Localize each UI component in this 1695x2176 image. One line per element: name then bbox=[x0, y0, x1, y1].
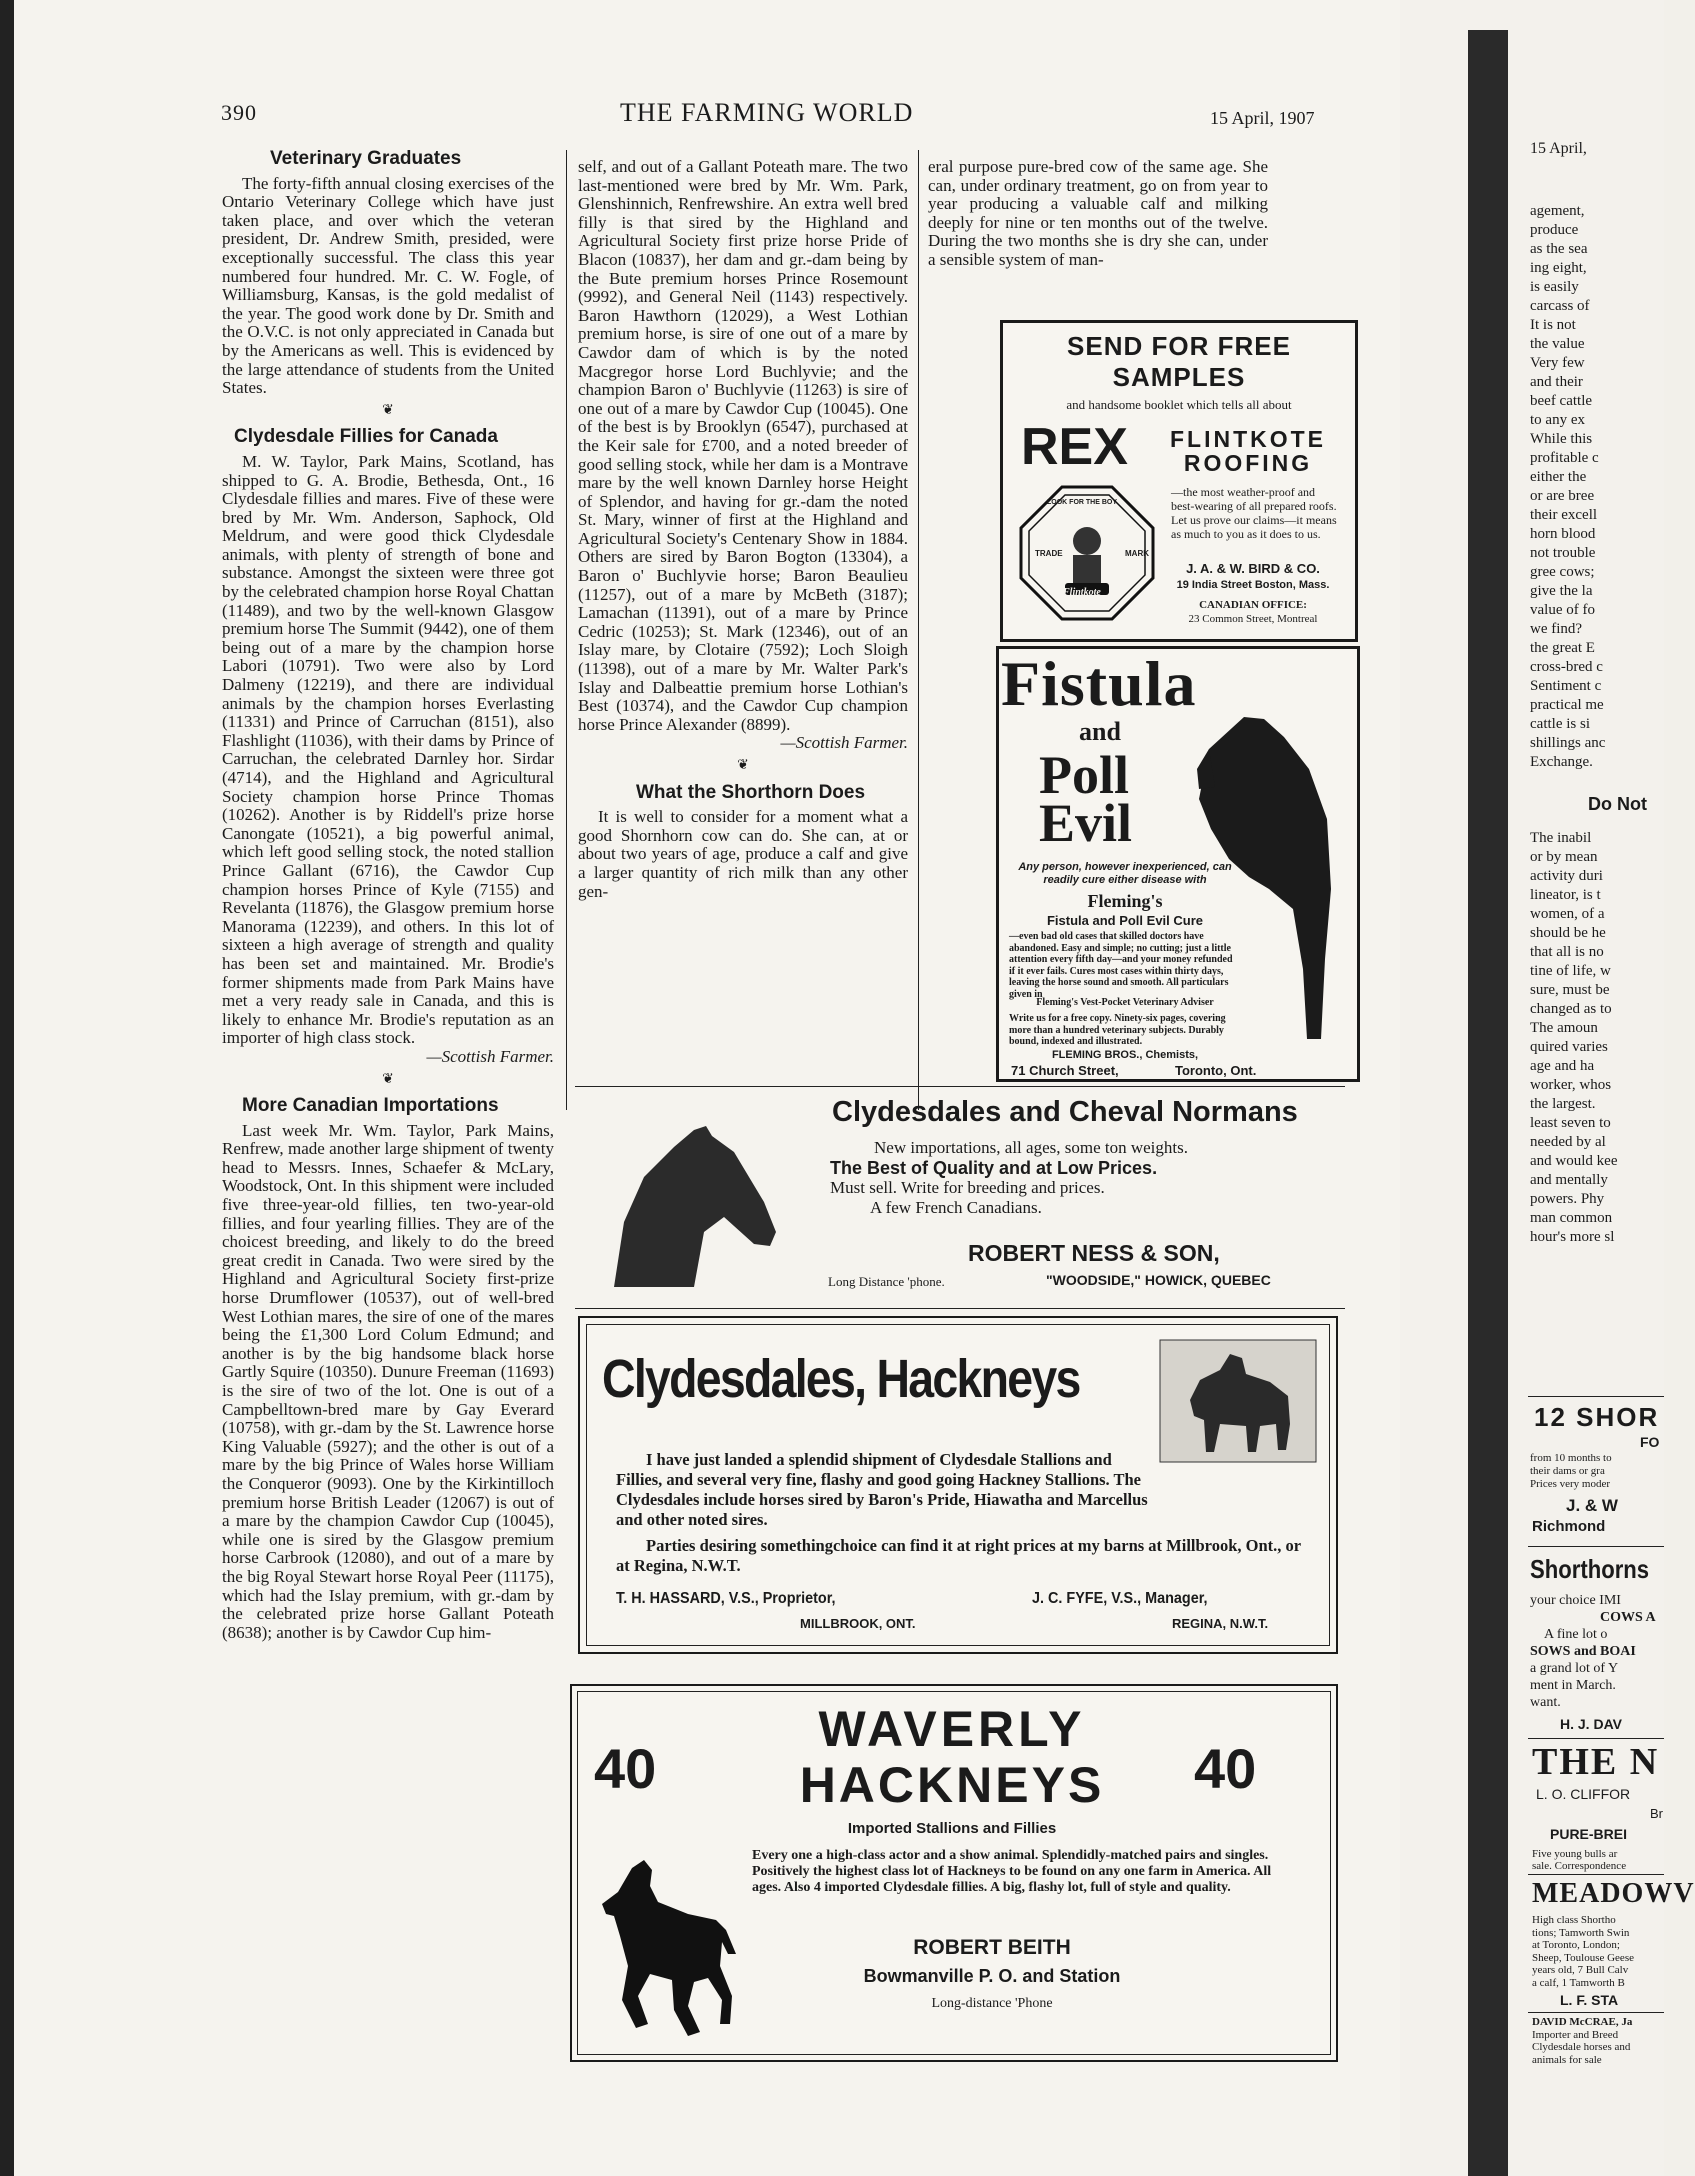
ad-headline: and bbox=[1079, 717, 1121, 746]
company-name: J. A. & W. BIRD & CO. bbox=[1186, 561, 1320, 576]
text-line: to any ex bbox=[1530, 412, 1585, 428]
text-line: the value bbox=[1530, 336, 1585, 352]
ad-rule bbox=[1528, 2012, 1664, 2013]
column-rule bbox=[918, 150, 919, 1110]
text-line: or by mean bbox=[1530, 849, 1598, 865]
text-line: sure, must be bbox=[1530, 982, 1610, 998]
meadowvale-ad-title: MEADOWV bbox=[1532, 1878, 1695, 1909]
text-line: gree cows; bbox=[1530, 564, 1595, 580]
ad-body: Parties desiring somethingchoice can find it at right prices at my barns at Millbrook, Ont., or at Regina, N.W.T. bbox=[616, 1536, 1301, 1575]
meadowvale-ad-text bbox=[1532, 1914, 1664, 1989]
ad-headline: Evil bbox=[1039, 793, 1133, 853]
ad-body: I have just landed a splendid shipment of Clydesdale Stallions and Fillies, and several very fine, flashy and good going Hackney Stallions. The Clydesdales include horses sired by Baron's Pride, Hiawatha and Marcellus and other noted sires. bbox=[616, 1450, 1148, 1529]
logo-text: Flintkote bbox=[1063, 587, 1101, 598]
text-line: Clydesdale horses and bbox=[1532, 2041, 1631, 2053]
canadian-office-address: 23 Common Street, Montreal bbox=[1188, 613, 1318, 625]
right-page-article bbox=[1530, 202, 1664, 1247]
text-line: activity duri bbox=[1530, 868, 1603, 884]
ad-line: Five young bulls ar bbox=[1532, 1848, 1618, 1860]
text-line: and mentally bbox=[1530, 1172, 1608, 1188]
ad-subline: and handsome booklet which tells all about bbox=[1066, 397, 1292, 412]
text-line: A fine lot o bbox=[1544, 1627, 1608, 1642]
proprietor: T. H. HASSARD, V.S., Proprietor, bbox=[616, 1590, 836, 1607]
text-line: Importer and Breed bbox=[1532, 2028, 1619, 2041]
ad-offer: Write us for a free copy. Ninety-six pages, covering more than a hundred veterinary subjects. Durably bound, indexed and illustrated. bbox=[1009, 1013, 1226, 1047]
company-address: "WOODSIDE," HOWICK, QUEBEC bbox=[1046, 1272, 1271, 1288]
text-line: produce bbox=[1530, 222, 1579, 238]
ad-line: sale. Correspondence bbox=[1532, 1860, 1627, 1872]
mccrae-ad-text bbox=[1532, 2016, 1664, 2066]
text-line: Exchange. bbox=[1530, 754, 1593, 770]
shorthorn-ad-sub: FO bbox=[1640, 1434, 1660, 1450]
text-line: practical me bbox=[1530, 697, 1604, 713]
right-heading: Do Not bbox=[1588, 794, 1647, 814]
company-address: 71 Church Street, bbox=[1011, 1063, 1119, 1078]
text-line: hour's more sl bbox=[1530, 1229, 1615, 1245]
section-rule bbox=[575, 1086, 1345, 1087]
text-line: at Toronto, London; bbox=[1532, 1939, 1620, 1951]
ad-line: Must sell. Write for breeding and prices. bbox=[830, 1178, 1105, 1197]
ornament: ❦ bbox=[737, 758, 749, 773]
scan-edge bbox=[0, 0, 14, 2176]
company-address: 19 India Street Boston, Mass. bbox=[1176, 579, 1330, 591]
text-line: value of fo bbox=[1530, 602, 1595, 618]
text-line: DAVID McCRAE, Ja bbox=[1532, 2016, 1633, 2028]
text-line: the great E bbox=[1530, 640, 1595, 656]
horse-photo bbox=[1160, 1340, 1316, 1462]
advertiser-name: L. F. STA bbox=[1560, 1992, 1619, 2008]
clydesdale-fillies-heading: Clydesdale Fillies for Canada bbox=[234, 426, 498, 448]
text-line: beef cattle bbox=[1530, 393, 1593, 409]
shorthorn-article: It is well to consider for a moment what a good Shornhorn cow can do. She can, at or about two years of age, produce a calf and give a larger quantity of rich milk than any other gen- bbox=[578, 807, 908, 901]
brand-name: Fleming's bbox=[1087, 891, 1163, 911]
ad-headline: HACKNEYS bbox=[799, 1757, 1105, 1813]
ad-line: Br bbox=[1650, 1806, 1663, 1821]
ad-line: New importations, all ages, some ton weights. bbox=[874, 1138, 1188, 1157]
canadian-importations-heading: More Canadian Importations bbox=[242, 1095, 499, 1117]
text-line: women, of a bbox=[1530, 906, 1605, 922]
hackney-horse-silhouette bbox=[592, 1856, 742, 2046]
fistula-poll-evil-ad bbox=[996, 646, 1360, 1082]
source-credit: —Scottish Farmer. bbox=[780, 733, 908, 753]
shorthorn-heading: What the Shorthorn Does bbox=[636, 781, 866, 803]
horse-head-illustration bbox=[594, 1122, 779, 1292]
text-line: ment in March. bbox=[1530, 1678, 1616, 1693]
ad-number: 40 bbox=[594, 1737, 657, 1800]
robert-ness-ad bbox=[574, 1092, 1354, 1302]
phone-note: Long Distance 'phone. bbox=[828, 1274, 945, 1289]
column-2 bbox=[578, 158, 908, 901]
ad-headline: Clydesdales, Hackneys bbox=[602, 1349, 1080, 1409]
text-line: the largest. bbox=[1530, 1096, 1596, 1112]
ad-rule bbox=[1528, 1396, 1664, 1397]
column-3 bbox=[928, 158, 1268, 270]
section-rule bbox=[575, 1308, 1345, 1309]
text-line: their excell bbox=[1530, 507, 1598, 523]
ad-rule bbox=[1528, 1874, 1664, 1875]
text-line: animals for sale bbox=[1532, 2053, 1602, 2066]
company-name: FLEMING BROS., Chemists, bbox=[1051, 1049, 1199, 1061]
text-line: Sentiment c bbox=[1530, 678, 1602, 694]
text-line: The amoun bbox=[1530, 1020, 1598, 1036]
company-name: ROBERT NESS & SON, bbox=[968, 1240, 1220, 1266]
ad-number: 40 bbox=[1194, 1737, 1257, 1800]
text-line: age and ha bbox=[1530, 1058, 1595, 1074]
text-line: want. bbox=[1530, 1695, 1561, 1710]
canadian-importations-article: Last week Mr. Wm. Taylor, Park Mains, Renfrew, made another large shipment of twenty head to Messrs. Innes, Schaefer & McLary, Woodstock, Ont. In this shipment were included five three-year-old fillies, ten two-year-old fillies, and four yearling fillies. They are of the choicest breeding, and likely to do the breed great credit in Canada. Two were sired by the Highland and Agricultural Society first-prize horse Drumflower (10537), out of well-bred West Lothian mares, the sire of one of the mares being the £1,300 Lord Colum Edmund; and another is by the big handsome black horse Gartly Squire (10350). Dunure Freeman (11693) is the sire of two of the lot. One is out of a Campbelltown-bred mare by Gay Everard (10758), with gr.-dam by the St. Lawrence horse King Valuable (5927); and the other is out of a mare by the big Prince of Wales horse William the Conqueror (9093). One by the Kirkintilloch premium horse British Leader (12067) is out of a mare by the champion Cawdor Cup (10045), while one is sired by the Glasgow premium horse Carbrook (12080), and out of a mare by the big Royal Stewart horse Royal Peer (11175), which had the Islay premium, with gr.-dam by the celebrated prize horse Gallant Poteath (8638); another is by Cawdor Cup him- bbox=[222, 1120, 554, 1642]
text-line: or are bree bbox=[1530, 488, 1595, 504]
text-line: worker, whos bbox=[1530, 1077, 1612, 1093]
text-line: Very few bbox=[1530, 355, 1585, 371]
shorthorn-ad-text bbox=[1530, 1452, 1664, 1491]
ad-line: A few French Canadians. bbox=[870, 1198, 1042, 1217]
company-address: Bowmanville P. O. and Station bbox=[863, 1966, 1121, 1986]
canadian-office-label: CANADIAN OFFICE: bbox=[1199, 599, 1307, 611]
text-line: While this bbox=[1530, 431, 1593, 447]
rex-brand: REX bbox=[1021, 418, 1128, 476]
ad-subheading: Imported Stallions and Fillies bbox=[847, 1820, 1057, 1837]
text-line: not trouble bbox=[1530, 545, 1596, 561]
text-line: least seven to bbox=[1530, 1115, 1611, 1131]
text-line: shillings anc bbox=[1530, 735, 1606, 751]
text-line: cross-bred c bbox=[1530, 659, 1603, 675]
ad-headline: Fistula bbox=[1001, 648, 1197, 719]
logo-text: MARK bbox=[1125, 549, 1149, 558]
text-line: their dams or gra bbox=[1530, 1465, 1605, 1477]
manager-place: REGINA, N.W.T. bbox=[1172, 1616, 1269, 1631]
text-line: is easily bbox=[1530, 279, 1579, 295]
text-line: agement, bbox=[1530, 203, 1585, 219]
advertiser-name: H. J. DAV bbox=[1560, 1716, 1622, 1732]
text-line: quired varies bbox=[1530, 1039, 1608, 1055]
ad-headline: Poll bbox=[1039, 745, 1129, 805]
text-line: we find? bbox=[1530, 621, 1583, 637]
text-line: from 10 months to bbox=[1530, 1452, 1612, 1464]
waverly-hackneys-ad bbox=[570, 1684, 1338, 2062]
text-line: High class Shortho bbox=[1532, 1914, 1616, 1926]
text-line: horn blood bbox=[1530, 526, 1596, 542]
product-name: FLINTKOTE ROOFING bbox=[1169, 426, 1327, 476]
ad-headline: WAVERLY bbox=[818, 1701, 1086, 1757]
text-line: give the la bbox=[1530, 583, 1593, 599]
shorthorn-ad-title: 12 SHOR bbox=[1534, 1402, 1660, 1432]
text-line: needed by al bbox=[1530, 1134, 1606, 1150]
shorthorns-ad-text bbox=[1530, 1592, 1664, 1711]
ad-line: L. O. CLIFFOR bbox=[1536, 1786, 1631, 1802]
ad-body: Every one a high-class actor and a show animal. Splendidly-matched pairs and singles. Positively the highest class lot of Hackneys to be found on any one farm in America. All ages. Also 4 imported Clydesdale fillies. A big, flashy lot, full of style and quality. bbox=[752, 1848, 1272, 1895]
company-city: Toronto, Ont. bbox=[1175, 1063, 1257, 1078]
ornament: ❦ bbox=[382, 402, 394, 418]
ad-rule bbox=[1528, 1738, 1664, 1739]
column-1 bbox=[222, 142, 554, 1642]
text-line: The inabil bbox=[1530, 830, 1592, 846]
text-line: profitable c bbox=[1530, 450, 1599, 466]
text-line: powers. Phy bbox=[1530, 1191, 1605, 1207]
veterinary-graduates-heading: Veterinary Graduates bbox=[270, 148, 462, 169]
hassard-clydesdales-ad bbox=[578, 1316, 1338, 1654]
text-line: years old, 7 Bull Calv bbox=[1532, 1964, 1629, 1976]
text-line: SOWS and BOAI bbox=[1530, 1644, 1636, 1659]
ad-description: —the most weather-proof and best-wearing of all prepared roofs. Let us prove our claims—it means as much to you as it does to us. bbox=[1171, 485, 1337, 541]
the-n-ad-title: THE N bbox=[1532, 1741, 1660, 1783]
text-line: cattle is si bbox=[1530, 716, 1590, 732]
column-rule bbox=[566, 150, 567, 1110]
right-page-date: 15 April, bbox=[1530, 140, 1587, 157]
text-line: should be he bbox=[1530, 925, 1606, 941]
ad-line: PURE-BREI bbox=[1550, 1826, 1628, 1842]
proprietor-place: MILLBROOK, ONT. bbox=[800, 1616, 916, 1631]
text-line: tine of life, w bbox=[1530, 963, 1611, 979]
text-line: a calf, 1 Tamworth B bbox=[1532, 1976, 1625, 1989]
source-credit: —Scottish Farmer. bbox=[426, 1046, 554, 1066]
text-line: that all is no bbox=[1530, 944, 1604, 960]
ad-line: The Best of Quality and at Low Prices. bbox=[830, 1158, 1158, 1178]
advertiser-name: J. & W bbox=[1566, 1496, 1618, 1515]
text-line: a grand lot of Y bbox=[1530, 1661, 1619, 1676]
text-line: It is not bbox=[1530, 317, 1576, 333]
text-line: Prices very moder bbox=[1530, 1478, 1611, 1490]
text-line: either the bbox=[1530, 469, 1587, 485]
ornament: ❦ bbox=[382, 1071, 394, 1087]
shorthorn-article-continued: eral purpose pure-bred cow of the same age. She can, under ordinary treatment, go on from year to year producing a valuable calf and milking deeply for nine or ten months out of the twelve. During the two months she is dry she can, under a sensible system of man- bbox=[928, 157, 1268, 269]
page-title: THE FARMING WORLD bbox=[620, 98, 914, 127]
text-line: and their bbox=[1530, 374, 1583, 390]
text-line: as the sea bbox=[1530, 241, 1588, 257]
text-line: changed as to bbox=[1530, 1001, 1612, 1017]
text-line: carcass of bbox=[1530, 298, 1590, 314]
page-number: 390 bbox=[221, 100, 257, 125]
text-line: man common bbox=[1530, 1210, 1613, 1226]
logo-text: LOOK FOR THE BOY bbox=[1047, 499, 1117, 506]
ad-headline: Clydesdales and Cheval Normans bbox=[832, 1096, 1298, 1128]
text-line: your choice IMI bbox=[1530, 1593, 1621, 1608]
text-line: ing eight, bbox=[1530, 260, 1587, 276]
page-spine bbox=[1468, 30, 1508, 2176]
rex-flintkote-ad bbox=[1000, 320, 1358, 642]
logo-text: TRADE bbox=[1035, 549, 1063, 558]
text-line: and would kee bbox=[1530, 1153, 1618, 1169]
continued-article: self, and out of a Gallant Poteath mare. The two last-mentioned were bred by Mr. Wm. Park, Glenshinnich, Renfrewshire. An extra well bred filly is that sired by the Highland and Agricultural Society first prize horse Pride of Blacon (10837), her dam and gr.-dam being by the Bute premium horses Prince Rosemount (9992), and General Neil (1143) respectively. Baron Hawthorn (12029), a West Lothian premium horse, is sire of one out of a mare by Cawdor dam of which is by the noted Macgregor horse Lord Buchlyvie; and the champion Baron o' Buchlyvie (11263) is sire of one out of a mare by Cawdor Cup (10045). One of the best is by Brooklyn (6547), purchased at the Keir sale for £700, and a noted breeder of good selling stock, while her dam is a Montrave mare by the well known Darnley horse Height of Splendor, and having for gr.-dam the noted St. Mary, winner of first at the Highland and Agricultural Society's Centenary Show in 1884. Others are sired by Baron Bogton (13304), a Baron o' Buchlyvie horse; Baron Beaulieu (11257), out of a mare by McBeth (3187); Lamachan (11391), out of a mare by Prince Cedric (10253); St. Mark (12346), out of an Islay mare, by Clotaire (7592); Loch Sloigh (11398), out of a mare by Mr. Walter Park's Islay and Dalbeattie premium horse Lothian's Best (10374), and the Cawdor Cup champion horse Prince Alexander (8899). bbox=[578, 157, 908, 734]
text-line: tions; Tamworth Swin bbox=[1532, 1926, 1630, 1939]
company-name: ROBERT BEITH bbox=[913, 1936, 1071, 1959]
ad-headline: SEND FOR FREE SAMPLES bbox=[1067, 331, 1291, 392]
clydesdale-fillies-article: M. W. Taylor, Park Mains, Scotland, has shipped to G. A. Brodie, Bethesda, Ont., 16 Clydesdale fillies and mares. Five of these were bred by Mr. Wm. Anderson, Saphock, Old Meldrum, and were good thick Clydesdale animals, with plenty of strength of bone and substance. Amongst the sixteen were three got by the celebrated champion horse Royal Chattan (11489), and two by the well-known Glasgow premium horse The Summit (9442), one of them being out of a mare by the champion horse Labori (10791). Two were also by Lord Dalmeny (12219), and there are individual animals by the champion horses Everlasting (11331) and Prince of Carruchan (8151), also Flashlight (11036), with their dams by Prince of Carruchan, the celebrated Darnley hor. Sirdar (4714), and the Highland and Agricultural Society champion horse Prince Thomas (10262). Another is by Riddell's prize horse Canongate (10521), a big powerful animal, which left good selling stock, the noted stallion Prince Gallant (6716), the Cawdor Cup champion horses Prince of Kyle (7155) and Revelanta (11876), the Glasgow premium horse Manorama (12239), and others. In this lot of sixteen a high average of strength and quality has been set and maintained. Mr. Brodie's former shipments made from Park Mains have met a very ready sale in Canada, and this is likely to enhance Mr. Brodie's reputation as an importer of high class stock. bbox=[222, 451, 554, 1048]
ad-rule bbox=[1528, 1546, 1664, 1547]
advertiser-place: Richmond bbox=[1532, 1518, 1606, 1535]
text-line: COWS A bbox=[1600, 1610, 1656, 1625]
text-line: lineator, is t bbox=[1530, 887, 1601, 903]
shorthorns-ad-title: Shorthorns bbox=[1530, 1554, 1650, 1584]
product-name: Fistula and Poll Evil Cure bbox=[1046, 913, 1204, 928]
text-line: Sheep, Toulouse Geese bbox=[1532, 1951, 1634, 1964]
ad-description: —even bad old cases that skilled doctors have abandoned. Easy and simple; no cutting; just a little attention every fifth day—and your money refunded if it ever fails. Cures most cases within thirty days, leaving the horse sound and smooth. All particulars given in bbox=[1009, 931, 1233, 1000]
page-date: 15 April, 1907 bbox=[1210, 108, 1315, 128]
book-title: Fleming's Vest-Pocket Veterinary Adviser bbox=[1036, 997, 1214, 1008]
manager: J. C. FYFE, V.S., Manager, bbox=[1032, 1590, 1208, 1607]
veterinary-graduates-article: The forty-fifth annual closing exercises of the Ontario Veterinary College which have just taken place, and over which the veteran president, Dr. Andrew Smith, presided, were exceptionally successful. The class this year numbered four hundred. Mr. C. W. Fogle, of Williamsburg, Kansas, is the gold medalist of the year. The good work done by Dr. Smith and the O.V.C. is not only appreciated in Canada but by the Americans as well. This is evidenced by the large attendance of students from the United States. bbox=[222, 173, 554, 398]
phone-note: Long-distance 'Phone bbox=[931, 1996, 1053, 2011]
ad-intro: Any person, however inexperienced, can readily cure either disease with bbox=[1018, 861, 1232, 886]
